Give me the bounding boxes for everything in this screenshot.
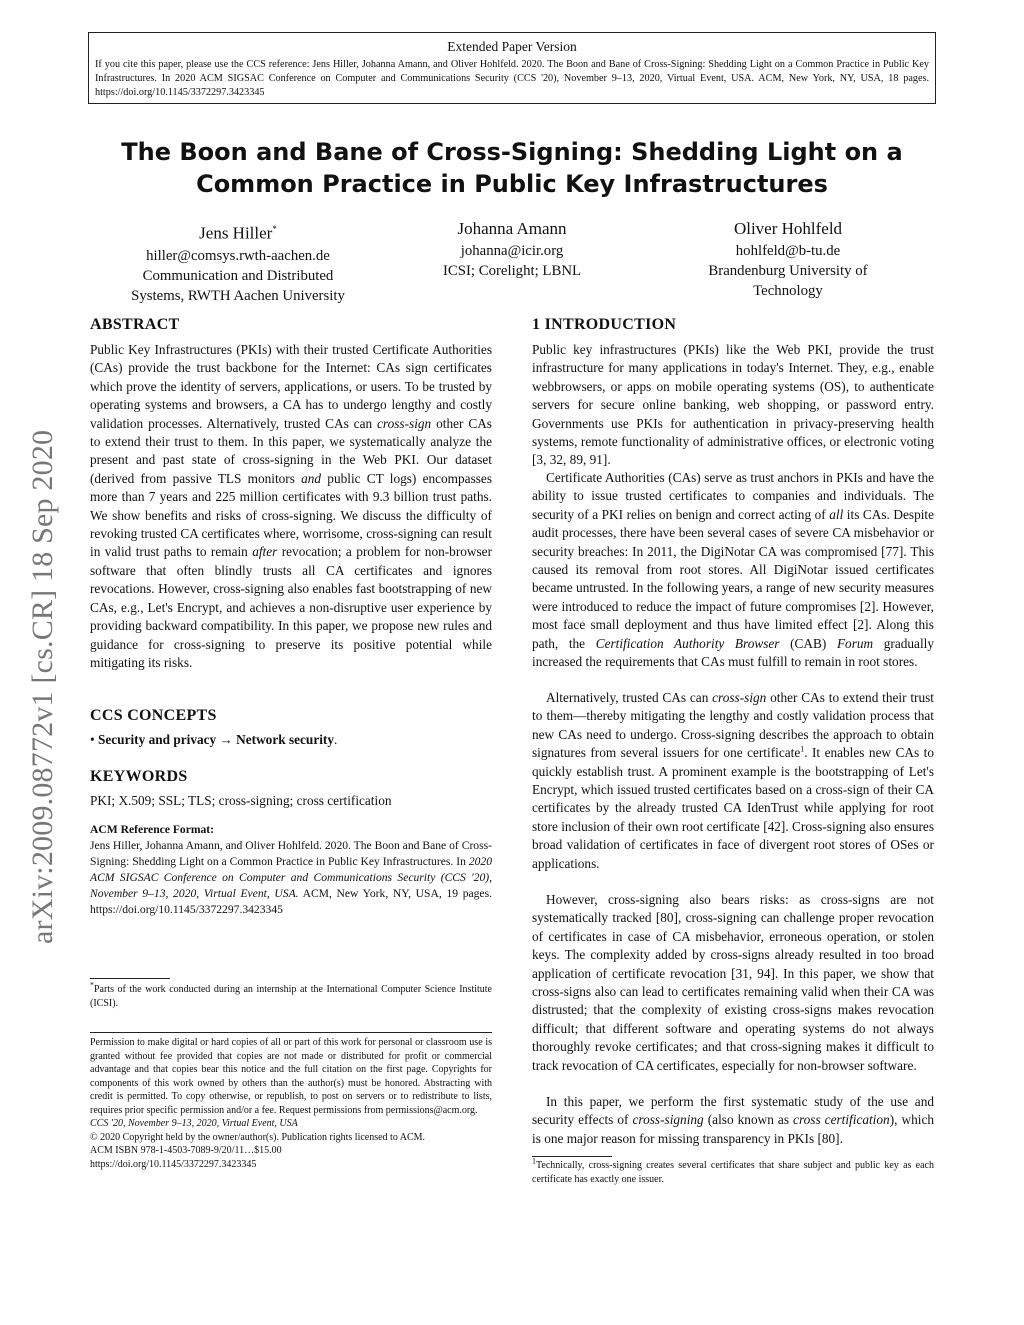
footnote-1 [532, 1156, 934, 1186]
intro-text-part: (CAB) [779, 635, 837, 651]
abstract-text-part: other CAs to extend their trust to them. In this paper, we systematically analyze the present and past state of cross-signing in the Web PKI. Our dataset (derived from passive TLS monitors [90, 415, 492, 486]
acm-reference-text: Jens Hiller, Johanna Amann, and Oliver Hohlfeld. 2020. The Boon and Bane of Cross-Signing: Shedding Light on a Common Practice in Public Key Infrastructures. In [90, 839, 492, 868]
abstract-text [90, 341, 492, 672]
footnote-mark: * [90, 980, 94, 990]
intro-text-part: Alternatively, trusted CAs can [546, 690, 713, 705]
intro-text-part: . It enables new CAs to quickly establish trust. A prominent example is the bootstrapping of Let's Encrypt, which issued trusted certificates based on a cross-sign of their CA certificates by the already trusted CA IdenTrust while applying for root store inclusion of their own root certificate [42]. Cross-signing also ensures broad validation of certificates in face of divergent root stores of OSes or applications. [532, 745, 934, 871]
abstract-emphasis: cross-sign [377, 415, 432, 431]
author-email: hiller@comsys.rwth-aachen.de [146, 247, 330, 264]
author-name: Jens Hiller [199, 223, 273, 243]
intro-text-part: other CAs to extend their trust to them—thereby mitigating the lengthy and costly validation process that new CAs need to undergo. Cross-signing describes the approach to obtain signatures from several issuers for one certificate [532, 690, 934, 761]
intro-emphasis: Forum [836, 635, 874, 651]
footnote-mark: 1 [532, 1156, 536, 1166]
intro-paragraph-3 [532, 689, 934, 873]
ccs-concepts-text [90, 731, 492, 749]
author-affiliation: Technology [753, 283, 823, 299]
intro-text-part: gradually increased the requirements that CAs must fulfill to remain in root stores. [532, 635, 934, 670]
author-email: hohlfeld@b-tu.de [735, 243, 841, 259]
footnote-reference: 1 [800, 744, 805, 754]
acm-reference [90, 822, 492, 918]
author-block-2 [362, 218, 662, 281]
author-affiliation: Brandenburg University of [708, 263, 868, 279]
intro-text-part: In this paper, we perform the first systematic study of the use and security effects of [532, 1094, 934, 1128]
arrow: → [219, 732, 233, 747]
title-line-2: Common Practice in Public Key Infrastructures [196, 170, 828, 198]
author-affiliation: Systems, RWTH Aachen University [131, 287, 345, 304]
permission-venue: CCS '20, November 9–13, 2020, Virtual Event, USA [90, 1118, 298, 1129]
introduction-heading: 1 INTRODUCTION [532, 316, 677, 333]
abstract-emphasis: after [252, 544, 278, 560]
intro-emphasis: cross-sign [712, 690, 767, 705]
abstract-text-part: revocation; a problem for non-browser software that often blindly trusts all CA certificates and ignores revocations. However, cross-signing also enables fast bootstrapping of new CAs, e.g., Let's Encrypt, and achieves a non-disruptive user experience by providing backward compatibility. In this paper, we propose new rules and guidance for cross-signing to preserve its positive potential while mitigating its risks. [90, 544, 493, 670]
abstract-emphasis: and [301, 470, 322, 486]
intro-paragraph-1: Public key infrastructures (PKIs) like the Web PKI, provide the trust infrastructure for many applications in today's Internet. They, e.g., enable webbrowsers, or apps on mobile operating systems (OS), to authenticate servers for secure online banking, web shopping, or password entry. Governments use PKIs for authentication in privacy-preserving health systems, remote functionality of administrative offices, or electronic voting [3, 32, 89, 91]. [532, 342, 934, 468]
footnote-rule [532, 1156, 612, 1157]
author-affiliation: ICSI; Corelight; LBNL [442, 263, 582, 279]
isbn: ACM ISBN 978-1-4503-7089-9/20/11…$15.00 [90, 1145, 282, 1156]
author-name: Oliver Hohlfeld [733, 219, 843, 238]
author-affiliation: Communication and Distributed [142, 267, 334, 284]
intro-emphasis: cross certification [793, 1112, 890, 1128]
intro-emphasis: Certification Authority Browser [595, 635, 780, 651]
acm-reference-heading: ACM Reference Format: [90, 823, 215, 836]
permission-rule [90, 1032, 492, 1033]
author-block-1 [88, 218, 388, 306]
intro-text-part: Certificate Authorities (CAs) serve as trust anchors in PKIs and have the ability to issue trusted certificates to companies and individuals. The security of a PKI relies on benign and correct acting of [532, 470, 934, 522]
intro-emphasis: all [829, 506, 844, 522]
acm-reference-venue: 2020 ACM SIGSAC Conference on Computer and Communications Security (CCS '20), November 9–13, 2020, Virtual Event, USA. [90, 855, 492, 900]
intro-paragraph-5 [532, 1093, 934, 1148]
copyright-notice: © 2020 Copyright held by the owner/author(s). Publication rights licensed to ACM. [90, 1131, 426, 1143]
author-footnote-mark: * [272, 224, 277, 234]
author-name: Johanna Amann [457, 219, 567, 238]
author-footnote [90, 980, 492, 1010]
arxiv-identifier: arXiv:2009.08772v1 [cs.CR] 18 Sep 2020 [26, 429, 59, 944]
ccs-concept: Network security [236, 732, 334, 747]
title-line-1: The Boon and Bane of Cross-Signing: Shedding Light on a [121, 138, 903, 166]
intro-emphasis: cross-signing [632, 1112, 704, 1128]
extended-version-title: Extended Paper Version [447, 39, 577, 54]
bullet: • [90, 732, 95, 747]
author-block-3 [638, 218, 938, 301]
abstract-heading: ABSTRACT [90, 316, 180, 333]
extended-version-box [88, 32, 936, 104]
ccs-end: . [334, 732, 338, 747]
acm-reference-text: ACM, New York, NY, USA, 19 pages. https://doi.org/10.1145/3372297.3423345 [90, 887, 492, 916]
citation-notice: If you cite this paper, please use the CCS reference: Jens Hiller, Johanna Amann, and Oliver Hohlfeld. 2020. The Boon and Bane of Cross-Signing: Shedding Light on a Common Practice in Public Key Infrastructures. In 2020 ACM SIGSAC Conference on Computer and Communications Security (CCS '20), November 9–13, 2020, Virtual Event, USA. ACM, New York, NY, USA, 18 pages. https://doi.org/10.1145/3372297.3423345 [95, 59, 929, 98]
keywords-heading: KEYWORDS [90, 768, 188, 785]
intro-text-part: its CAs. Despite audit processes, there have been several cases of severe CA misbehavior or security breaches: In 2011, the DigiNotar CA was compromised [77]. This caused its removal from root stores. All DigiNotar issued certificates became untrusted. In the following years, a range of new security measures were introduced to reduce the impact of future compromises [2]. However, most face small deployment and thus have limited effect [2]. Along this path, the [532, 506, 935, 651]
ccs-concepts-heading: CCS CONCEPTS [90, 707, 217, 724]
author-email: johanna@icir.org [460, 243, 564, 259]
intro-text-part: (also known as [703, 1112, 794, 1128]
footnote-text: Technically, cross-signing creates several certificates that share subject and public key as each certificate has exactly one issuer. [532, 1160, 934, 1185]
permission-block [90, 1036, 492, 1171]
paper-title [90, 136, 934, 200]
intro-text-part: ), which is one major reason for missing transparency in PKIs [80]. [532, 1112, 934, 1146]
intro-paragraph-4: However, cross-signing also bears risks: as cross-signs are not systematically tracked [80], cross-signing can challenge proper revocation of certificates in case of CA misbehavior, erroneous operation, or stolen keys. The complexity added by cross-signs already resulted in too broad application of certificate revocation [31, 94]. In this paper, we show that cross-signs also can lead to certificates remaining valid when their CA was distrusted; that the complexity of existing cross-signs makes revocation difficult; that different software and operating systems do not always thoroughly revoke certificates; and that cross-signing makes it difficult to track revocation of CA certificates, especially for non-browser software. [532, 892, 934, 1073]
doi-link: https://doi.org/10.1145/3372297.3423345 [90, 1158, 257, 1170]
footnote-text: Parts of the work conducted during an internship at the International Computer Science Institute (ICSI). [90, 984, 492, 1009]
keywords-text: PKI; X.509; SSL; TLS; cross-signing; cross certification [90, 793, 392, 808]
ccs-concept: Security and privacy [97, 732, 217, 747]
intro-paragraph-2 [532, 469, 934, 671]
permission-text: Permission to make digital or hard copies of all or part of this work for personal or classroom use is granted without fee provided that copies are not made or distributed for profit or commercial advantage and that copies bear this notice and the full citation on the first page. Copyrights for components of this work owned by others than the author(s) must be honored. Abstracting with credit is permitted. To copy otherwise, or republish, to post on servers or to redistribute to lists, requires prior specific permission and/or a fee. Request permissions from permissions@acm.org. [90, 1037, 492, 1116]
footnote-rule [90, 978, 170, 979]
abstract-text-part: public CT logs) encompasses more than 7 years and 225 million certificates with 9.3 billion trust paths. We show benefits and risks of cross-signing. We discuss the difficulty of revoking trusted CA certificates where, worrisome, cross-signing can result in valid trust paths to remain [90, 470, 492, 560]
abstract-text-part: Public Key Infrastructures (PKIs) with their trusted Certificate Authorities (CAs) provide the trust backbone for the Internet: CAs sign certificates which prove the identity of servers, applications, or users. To be trusted by operating systems and browsers, a CA has to undergo lengthy and costly validation processes. Alternatively, trusted CAs can [90, 342, 492, 431]
